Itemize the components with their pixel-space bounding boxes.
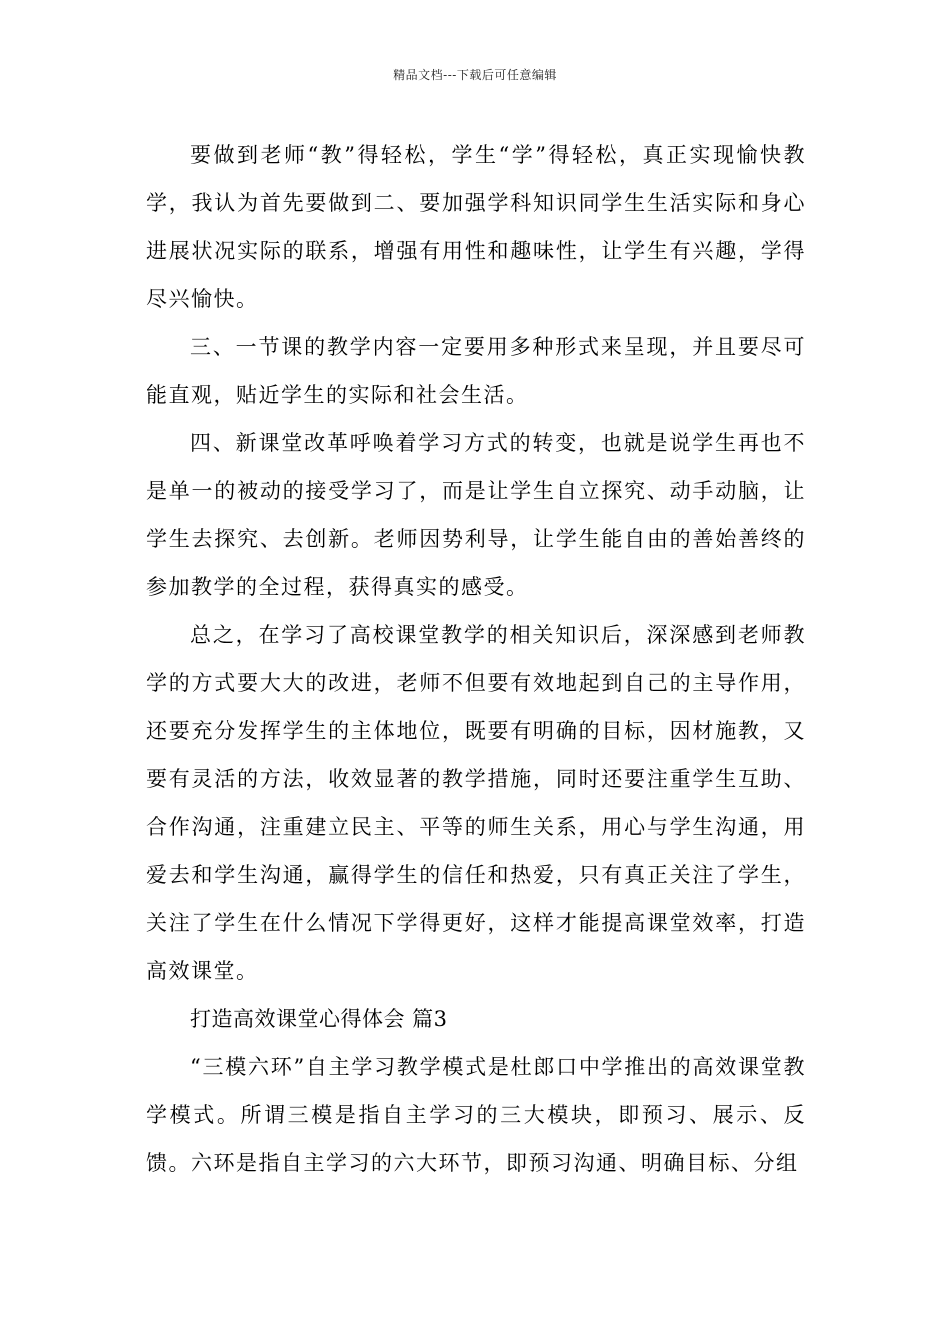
paragraph-relaxed-teaching: 要做到老师“教”得轻松，学生“学”得轻松，真正实现愉快教学，我认为首先要做到二、要加强学科知识同学生生活实际和身心进展状况实际的联系，增强有用性和趣味性，让学生有兴趣，学得尽兴愉快。: [146, 143, 806, 311]
document-body: [146, 131, 806, 1187]
section-heading: 打造高效课堂心得体会 篇3: [190, 1007, 448, 1031]
paragraph-three-modes-six-steps: “三模六环”自主学习教学模式是杜郎口中学推出的高效课堂教学模式。所谓三模是指自主学习的三大模块，即预习、展示、反馈。六环是指自主学习的六大环节，即预习沟通、明确目标、分组: [146, 1055, 806, 1175]
paragraph-point-three: 三、一节课的教学内容一定要用多种形式来呈现，并且要尽可能直观，贴近学生的实际和社会生活。: [146, 335, 806, 407]
paragraph-conclusion: 总之，在学习了高校课堂教学的相关知识后，深深感到老师教学的方式要大大的改进，老师不但要有效地起到自己的主导作用，还要充分发挥学生的主体地位，既要有明确的目标，因材施教，又要有灵活的方法，收效显著的教学措施，同时还要注重学生互助、合作沟通，注重建立民主、平等的师生关系，用心与学生沟通，用爱去和学生沟通，赢得学生的信任和热爱，只有真正关注了学生，关注了学生在什么情况下学得更好，这样才能提高课堂效率，打造高效课堂。: [146, 623, 806, 983]
paragraph-point-four: 四、新课堂改革呼唤着学习方式的转变，也就是说学生再也不是单一的被动的接受学习了，而是让学生自立探究、动手动脑，让学生去探究、去创新。老师因势利导，让学生能自由的善始善终的参加教学的全过程，获得真实的感受。: [146, 431, 806, 599]
page-header: 精品文档---下载后可任意编辑: [393, 68, 557, 82]
